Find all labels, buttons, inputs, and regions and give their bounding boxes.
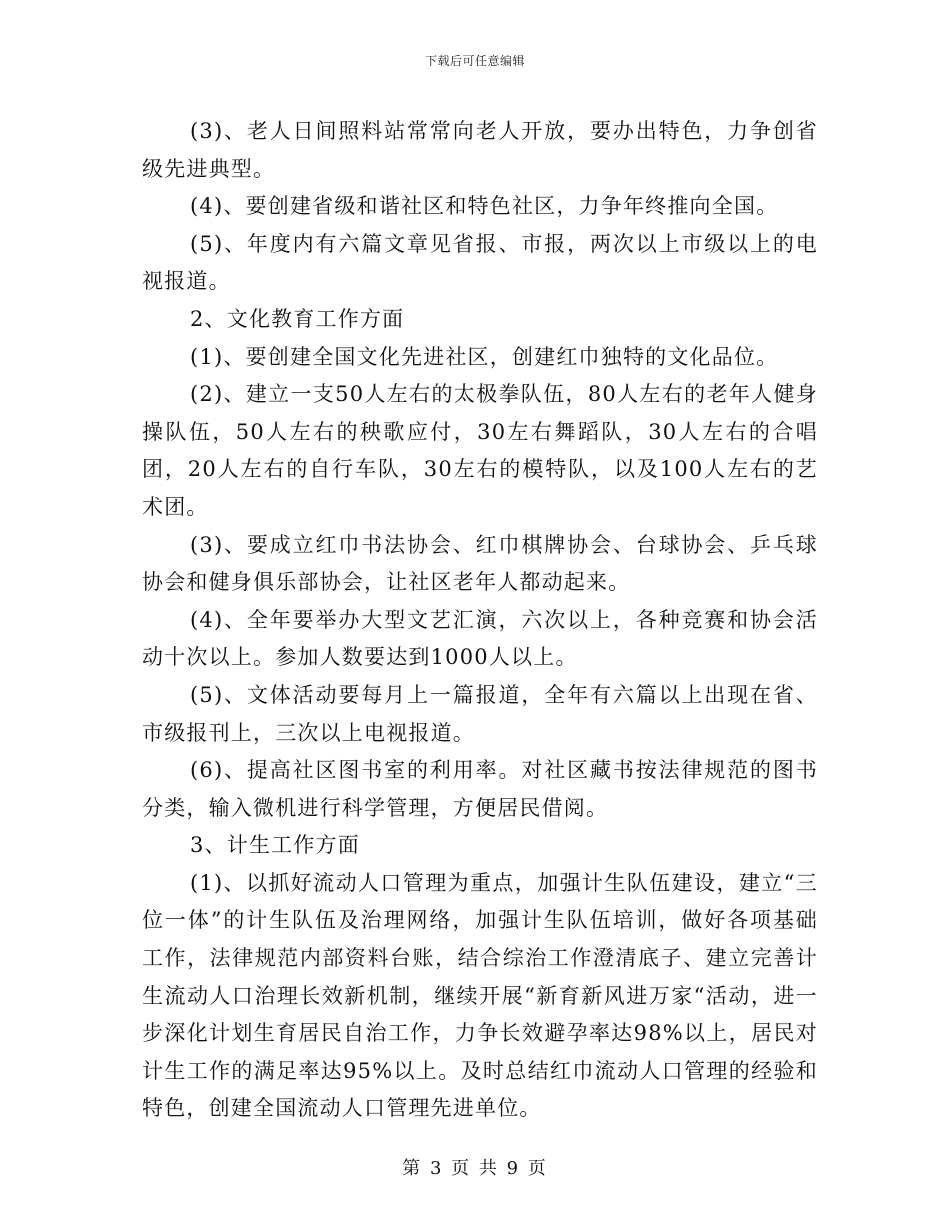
header-note: 下载后可任意编辑 xyxy=(424,54,525,68)
paragraph: (3)、要成立红巾书法协会、红巾棋牌协会、台球协会、乒乓球协会和健身俱乐部协会，让社区老年人都动起来。 xyxy=(142,532,818,595)
paragraph: (1)、要创建全国文化先进社区，创建红巾独特的文化品位。 xyxy=(190,344,779,369)
paragraph: (3)、老人日间照料站常常向老人开放，要办出特色，力争创省级先进典型。 xyxy=(142,119,818,181)
paragraph: (2)、建立一支50人左右的太极拳队伍，80人左右的老年人健身操队伍，50人左右的秧歌应付，30左右舞蹈队，30人左右的合唱团，20人左右的自行车队，30左右的模特队，以及100人左右的艺术团。 xyxy=(142,382,818,519)
page-number: 第 3 页 共 9 页 xyxy=(402,1158,548,1179)
document-body xyxy=(142,113,818,1128)
paragraph: (1)、以抓好流动人口管理为重点，加强计生队伍建设，建立“三位一体”的计生队伍及治理网络，加强计生队伍培训，做好各项基础工作，法律规范内部资料台账，结合综治工作澄清底子、建立完善计生流动人口治理长效新机制，继续开展“新育新风进万家“活动，进一步深化计划生育居民自治工作，力争长效避孕率达98%以上，居民对计生工作的满足率达95%以上。及时总结红巾流动人口管理的经验和特色，创建全国流动人口管理先进单位。 xyxy=(142,870,818,1121)
section-heading: 2、文化教育工作方面 xyxy=(190,306,405,331)
paragraph: (4)、要创建省级和谐社区和特色社区，力争年终推向全国。 xyxy=(190,194,779,219)
paragraph: (4)、全年要举办大型文艺汇演，六次以上，各种竞赛和协会活动十次以上。参加人数要达到1000人以上。 xyxy=(142,607,818,670)
paragraph: (5)、文体活动要每月上一篇报道，全年有六篇以上出现在省、市级报刊上，三次以上电视报道。 xyxy=(142,682,818,745)
section-heading: 3、计生工作方面 xyxy=(190,833,360,858)
paragraph: (6)、提高社区图书室的利用率。对社区藏书按法律规范的图书分类，输入微机进行科学管理，方便居民借阅。 xyxy=(142,758,818,820)
paragraph: (5)、年度内有六篇文章见省报、市报，两次以上市级以上的电视报道。 xyxy=(142,231,818,294)
